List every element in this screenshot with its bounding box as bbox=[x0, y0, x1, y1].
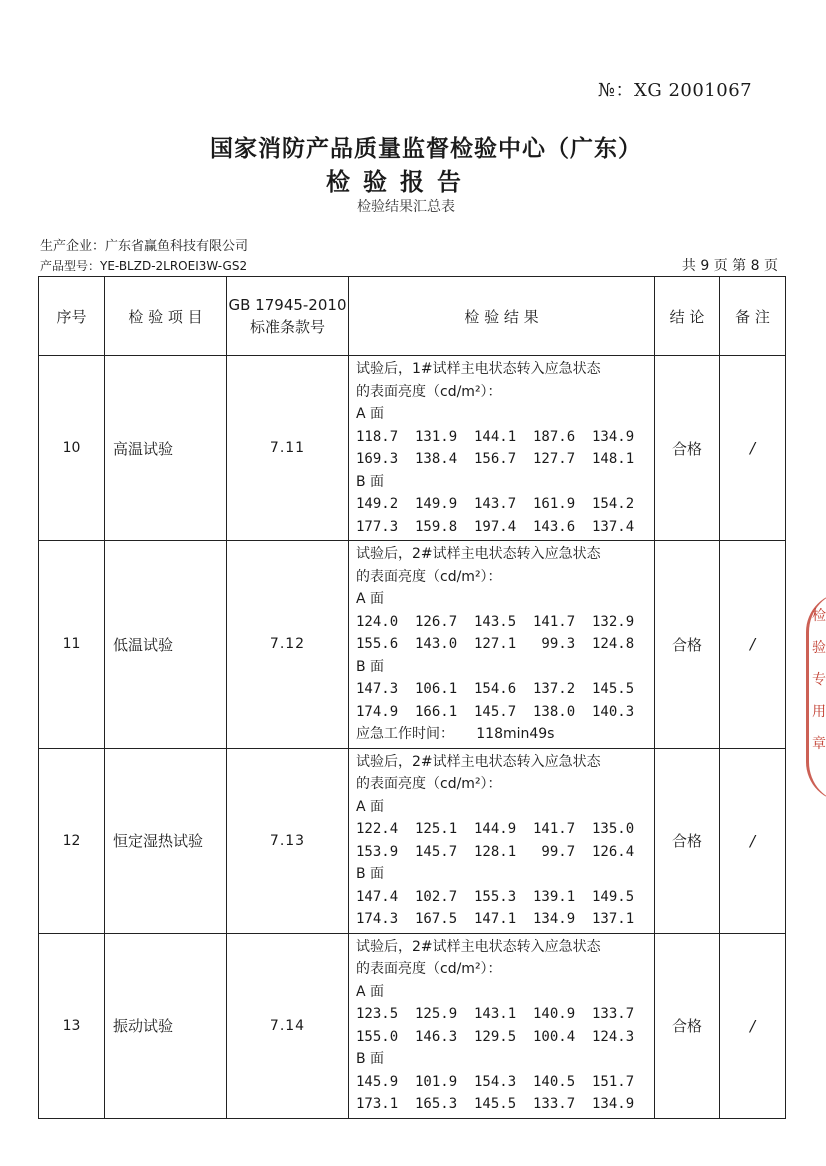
row-number: 11 bbox=[39, 541, 105, 749]
side-a-values-2: 155.0 146.3 129.5 100.4 124.3 bbox=[356, 1028, 635, 1045]
conclusion: 合格 bbox=[655, 748, 720, 933]
manufacturer-line: 生产企业：广东省赢鱼科技有限公司 bbox=[40, 239, 249, 254]
seal-text: 检验专用章 bbox=[812, 608, 826, 752]
header-standard-code: GB 17945-2010 bbox=[228, 296, 347, 314]
side-b-values-2: 174.9 166.1 145.7 138.0 140.3 bbox=[356, 703, 635, 720]
side-b-values-1: 145.9 101.9 154.3 140.5 151.7 bbox=[356, 1073, 635, 1090]
standard-clause: 7.13 bbox=[227, 748, 349, 933]
result-unit-line: 的表面亮度（cd/m²）： bbox=[356, 568, 502, 585]
side-b-label: B 面 bbox=[356, 473, 385, 490]
side-b-values-1: 147.4 102.7 155.3 139.1 149.5 bbox=[356, 888, 635, 905]
header-result: 检 验 结 果 bbox=[349, 277, 655, 356]
test-result bbox=[349, 748, 655, 933]
remark: / bbox=[720, 933, 786, 1118]
header-standard-label: 标准条款号 bbox=[249, 318, 325, 336]
product-model-line: 产品型号：YE-BLZD-2LROEⅠ3W-GS2 bbox=[40, 259, 248, 273]
side-a-values-1: 123.5 125.9 143.1 140.9 133.7 bbox=[356, 1006, 635, 1022]
remark: / bbox=[720, 541, 786, 749]
standard-clause: 7.12 bbox=[227, 541, 349, 749]
page-indicator: 共 9 页 第 8 页 bbox=[681, 258, 778, 274]
side-b-label: B 面 bbox=[356, 866, 385, 882]
side-a-label: A 面 bbox=[356, 406, 385, 422]
side-b-values-2: 173.1 165.3 145.5 133.7 134.9 bbox=[356, 1096, 635, 1112]
row-number: 12 bbox=[39, 748, 105, 933]
standard-clause: 7.14 bbox=[227, 933, 349, 1118]
side-a-values-1: 124.0 126.7 143.5 141.7 132.9 bbox=[356, 613, 635, 630]
report-number: №：XG 2001067 bbox=[598, 80, 753, 101]
header-conclusion: 结 论 bbox=[655, 277, 720, 356]
report-subtitle: 检验结果汇总表 bbox=[357, 199, 455, 215]
side-a-label: A 面 bbox=[356, 983, 385, 1000]
test-result bbox=[349, 933, 655, 1118]
side-b-label: B 面 bbox=[356, 1051, 385, 1067]
result-unit-line: 的表面亮度（cd/m²）： bbox=[356, 776, 502, 792]
test-item: 振动试验 bbox=[105, 933, 227, 1118]
result-intro: 试验后，1#试样主电状态转入应急状态 bbox=[356, 361, 601, 377]
conclusion: 合格 bbox=[655, 541, 720, 749]
standard-clause: 7.11 bbox=[227, 356, 349, 541]
side-b-label: B 面 bbox=[356, 658, 385, 675]
side-a-values-2: 155.6 143.0 127.1 99.3 124.8 bbox=[356, 636, 635, 652]
table-header-row bbox=[39, 277, 786, 356]
row-number: 10 bbox=[39, 356, 105, 541]
result-intro: 试验后，2#试样主电状态转入应急状态 bbox=[356, 546, 601, 562]
header-no: 序号 bbox=[39, 277, 105, 356]
table-row bbox=[39, 933, 786, 1118]
side-b-values-1: 147.3 106.1 154.6 137.2 145.5 bbox=[356, 681, 635, 697]
header-item: 检 验 项 目 bbox=[105, 277, 227, 356]
remark: / bbox=[720, 356, 786, 541]
result-unit-line: 的表面亮度（cd/m²）： bbox=[356, 961, 502, 977]
side-a-label: A 面 bbox=[356, 591, 385, 607]
header-note: 备 注 bbox=[720, 277, 786, 356]
conclusion: 合格 bbox=[655, 356, 720, 541]
test-item: 低温试验 bbox=[105, 541, 227, 749]
header-standard bbox=[227, 277, 349, 356]
side-a-values-1: 118.7 131.9 144.1 187.6 134.9 bbox=[356, 428, 635, 445]
result-unit-line: 的表面亮度（cd/m²）： bbox=[356, 383, 502, 400]
test-result bbox=[349, 541, 655, 749]
emergency-time: 应急工作时间： 118min49s bbox=[356, 726, 555, 742]
side-b-values-1: 149.2 149.9 143.7 161.9 154.2 bbox=[356, 496, 635, 512]
report-heading: 检验报告 bbox=[326, 168, 474, 196]
side-b-values-2: 174.3 167.5 147.1 134.9 137.1 bbox=[356, 911, 635, 927]
remark: / bbox=[720, 748, 786, 933]
table-row bbox=[39, 748, 786, 933]
page-title: 国家消防产品质量监督检验中心（广东） bbox=[210, 136, 642, 162]
side-a-label: A 面 bbox=[356, 798, 385, 815]
side-a-values-2: 153.9 145.7 128.1 99.7 126.4 bbox=[356, 843, 635, 860]
test-item: 恒定湿热试验 bbox=[105, 748, 227, 933]
side-a-values-2: 169.3 138.4 156.7 127.7 148.1 bbox=[356, 451, 635, 467]
results-table bbox=[38, 276, 786, 1119]
row-number: 13 bbox=[39, 933, 105, 1118]
conclusion: 合格 bbox=[655, 933, 720, 1118]
test-item: 高温试验 bbox=[105, 356, 227, 541]
side-b-values-2: 177.3 159.8 197.4 143.6 137.4 bbox=[356, 518, 635, 535]
table-row bbox=[39, 541, 786, 749]
table-row bbox=[39, 356, 786, 541]
test-result bbox=[349, 356, 655, 541]
result-intro: 试验后，2#试样主电状态转入应急状态 bbox=[356, 938, 601, 955]
side-a-values-1: 122.4 125.1 144.9 141.7 135.0 bbox=[356, 821, 635, 837]
result-intro: 试验后，2#试样主电状态转入应急状态 bbox=[356, 753, 601, 770]
